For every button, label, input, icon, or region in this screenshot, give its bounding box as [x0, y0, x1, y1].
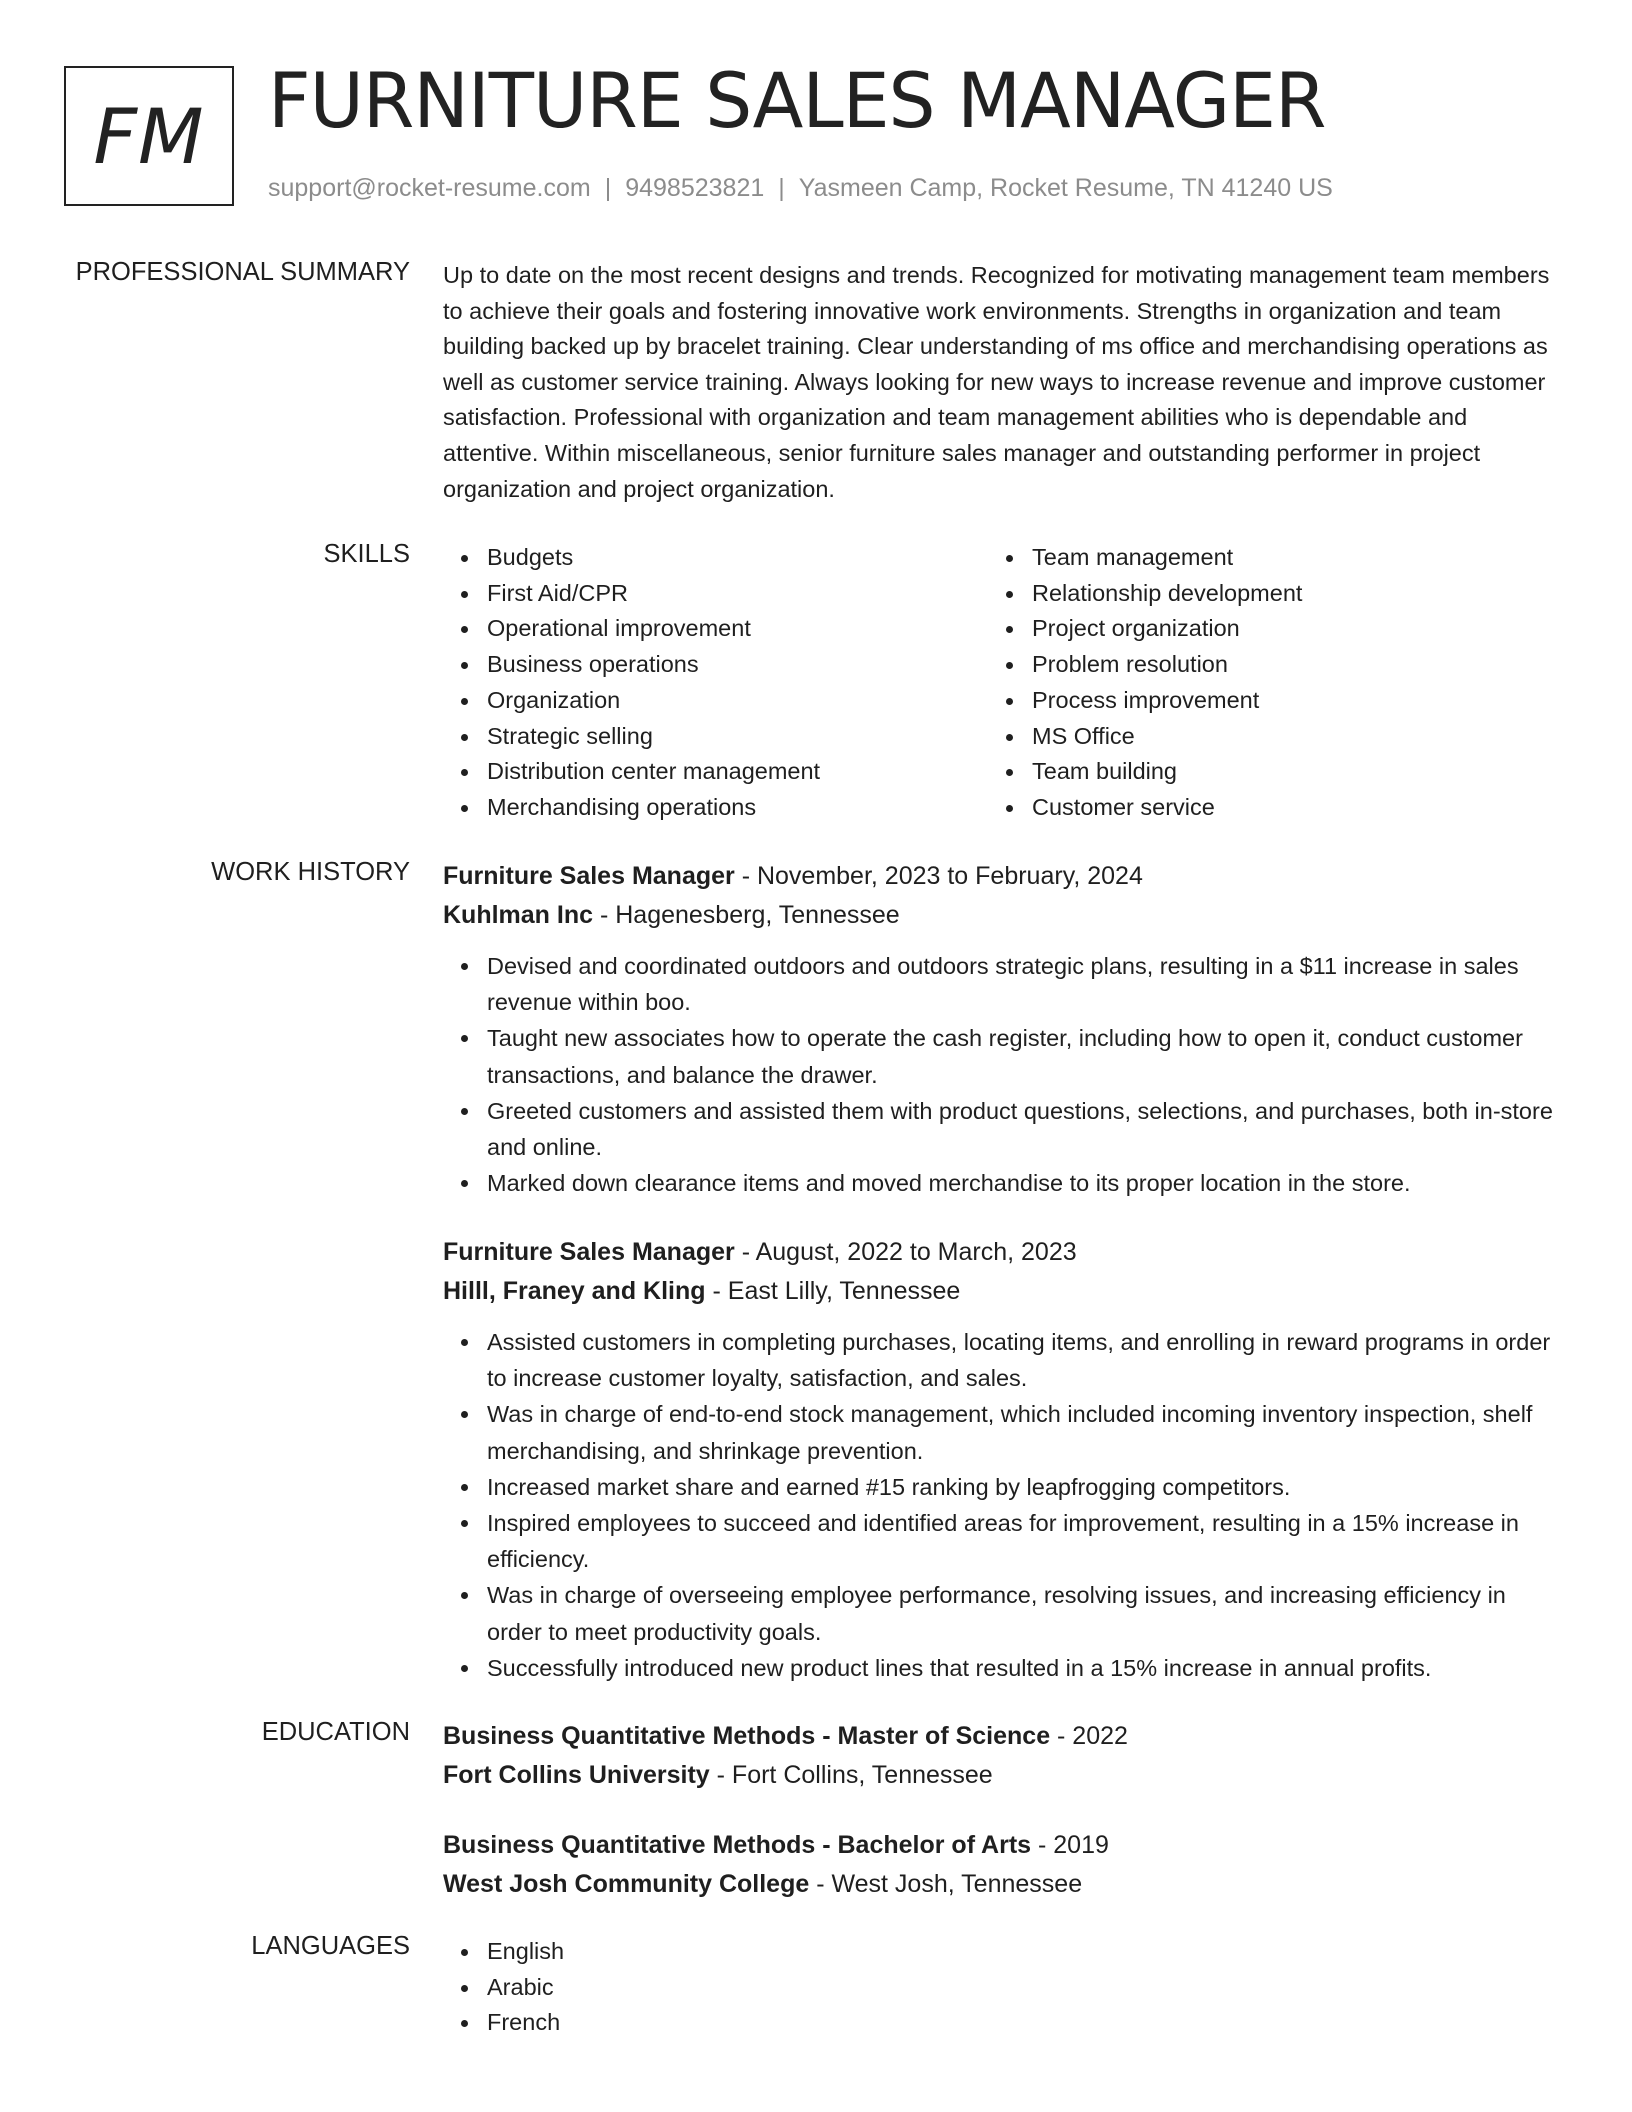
job-bullet: Inspired employees to succeed and identified areas for improvement, resulting in a 15% increase in efficiency.	[443, 1505, 1553, 1577]
monogram-box	[64, 66, 234, 206]
job-bullet: Was in charge of overseeing employee performance, resolving issues, and increasing efficiency in order to meet productivity goals.	[443, 1577, 1553, 1649]
skill-item: First Aid/CPR	[443, 576, 988, 612]
language-item: English	[443, 1934, 1553, 1970]
skill-item: Operational improvement	[443, 611, 988, 647]
job-org-line	[443, 896, 1553, 935]
section-label-summary: PROFESSIONAL SUMMARY	[75, 258, 410, 286]
job-dates: - November, 2023 to February, 2024	[734, 862, 1143, 890]
summary-text: Up to date on the most recent designs and trends. Recognized for motivating management team members to achieve their goals and fostering innovative work environments. Strengths in organization and team building backed up by bracelet training. Clear understanding of ms office and merchandising operations as well as customer service training. Always looking for new ways to increase revenue and improve customer satisfaction. Professional with organization and team management abilities who is dependable and attentive. Within miscellaneous, senior furniture sales manager and outstanding performer in project organization and project organization.	[443, 262, 1550, 502]
job-bullets	[443, 1324, 1553, 1686]
edu-school: West Josh Community College	[443, 1870, 810, 1898]
contact-separator: |	[778, 174, 785, 202]
edu-location: - West Josh, Tennessee	[809, 1870, 1083, 1898]
job-entry	[443, 857, 1553, 1201]
job-bullet: Taught new associates how to operate the cash register, including how to open it, conduct customer transactions, and balance the drawer.	[443, 1020, 1553, 1092]
section-label-education: EDUCATION	[261, 1718, 410, 1746]
languages-body	[443, 1934, 1553, 2041]
skills-list-left	[443, 540, 988, 826]
job-location: - Hagenesberg, Tennessee	[593, 901, 900, 929]
job-bullet: Assisted customers in completing purchases, locating items, and enrolling in reward programs in order to increase customer loyalty, satisfaction, and sales.	[443, 1324, 1553, 1396]
contact-email[interactable]: support@rocket-resume.com	[268, 174, 591, 202]
job-bullet: Marked down clearance items and moved merchandise to its proper location in the store.	[443, 1165, 1553, 1201]
edu-degree-line	[443, 1717, 1553, 1756]
job-bullet: Devised and coordinated outdoors and outdoors strategic plans, resulting in a $11 increase in sales revenue within boo.	[443, 948, 1553, 1020]
contact-phone[interactable]: 9498523821	[625, 174, 765, 202]
skill-item: Business operations	[443, 647, 988, 683]
job-title-line	[443, 1233, 1553, 1272]
job-title-line	[443, 857, 1553, 896]
skill-item: Distribution center management	[443, 754, 988, 790]
edu-year: - 2022	[1050, 1722, 1128, 1750]
section-label-skills: SKILLS	[323, 540, 410, 568]
job-bullet: Greeted customers and assisted them with product questions, selections, and purchases, both in-store and online.	[443, 1093, 1553, 1165]
contact-address: Yasmeen Camp, Rocket Resume, TN 41240 US	[798, 174, 1333, 202]
job-bullets	[443, 948, 1553, 1201]
edu-year: - 2019	[1031, 1831, 1109, 1859]
section-label-work-history: WORK HISTORY	[211, 858, 410, 886]
job-company: Hilll, Franey and Kling	[443, 1277, 706, 1305]
monogram-initials: FM	[93, 91, 205, 181]
skill-item: MS Office	[988, 719, 1533, 755]
resume-name-title: FURNITURE SALES MANAGER	[268, 56, 1326, 145]
job-bullet: Successfully introduced new product lines that resulted in a 15% increase in annual profits.	[443, 1650, 1553, 1686]
languages-list	[443, 1934, 1553, 2041]
job-title: Furniture Sales Manager	[443, 862, 735, 890]
skill-item: Organization	[443, 683, 988, 719]
job-dates: - August, 2022 to March, 2023	[734, 1238, 1077, 1266]
skills-body	[443, 540, 1553, 826]
education-entry	[443, 1717, 1553, 1795]
skill-item: Problem resolution	[988, 647, 1533, 683]
job-company: Kuhlman Inc	[443, 901, 594, 929]
section-label-languages: LANGUAGES	[251, 1932, 410, 1960]
edu-school: Fort Collins University	[443, 1761, 710, 1789]
language-item: Arabic	[443, 1970, 1553, 2006]
edu-location: - Fort Collins, Tennessee	[709, 1761, 993, 1789]
skill-item: Strategic selling	[443, 719, 988, 755]
education-entry	[443, 1826, 1553, 1904]
edu-degree: Business Quantitative Methods - Bachelor of Arts	[443, 1831, 1032, 1859]
skill-item: Budgets	[443, 540, 988, 576]
job-bullet: Was in charge of end-to-end stock management, which included incoming inventory inspection, shelf merchandising, and shrinkage prevention.	[443, 1396, 1553, 1468]
contact-separator: |	[604, 174, 612, 202]
skill-item: Process improvement	[988, 683, 1533, 719]
skill-item: Merchandising operations	[443, 790, 988, 826]
edu-degree: Business Quantitative Methods - Master of Science	[443, 1722, 1051, 1750]
skill-item: Project organization	[988, 611, 1533, 647]
edu-school-line	[443, 1756, 1553, 1795]
job-title: Furniture Sales Manager	[443, 1238, 735, 1266]
skill-item: Customer service	[988, 790, 1533, 826]
job-bullet: Increased market share and earned #15 ranking by leapfrogging competitors.	[443, 1469, 1553, 1505]
skills-list-right	[988, 540, 1533, 826]
skill-item: Team management	[988, 540, 1533, 576]
job-location: - East Lilly, Tennessee	[705, 1277, 961, 1305]
edu-school-line	[443, 1865, 1553, 1904]
job-org-line	[443, 1272, 1553, 1311]
language-item: French	[443, 2005, 1553, 2041]
job-entry	[443, 1233, 1553, 1686]
contact-line	[268, 174, 1333, 203]
skill-item: Team building	[988, 754, 1533, 790]
summary-body	[443, 258, 1553, 507]
edu-degree-line	[443, 1826, 1553, 1865]
skill-item: Relationship development	[988, 576, 1533, 612]
